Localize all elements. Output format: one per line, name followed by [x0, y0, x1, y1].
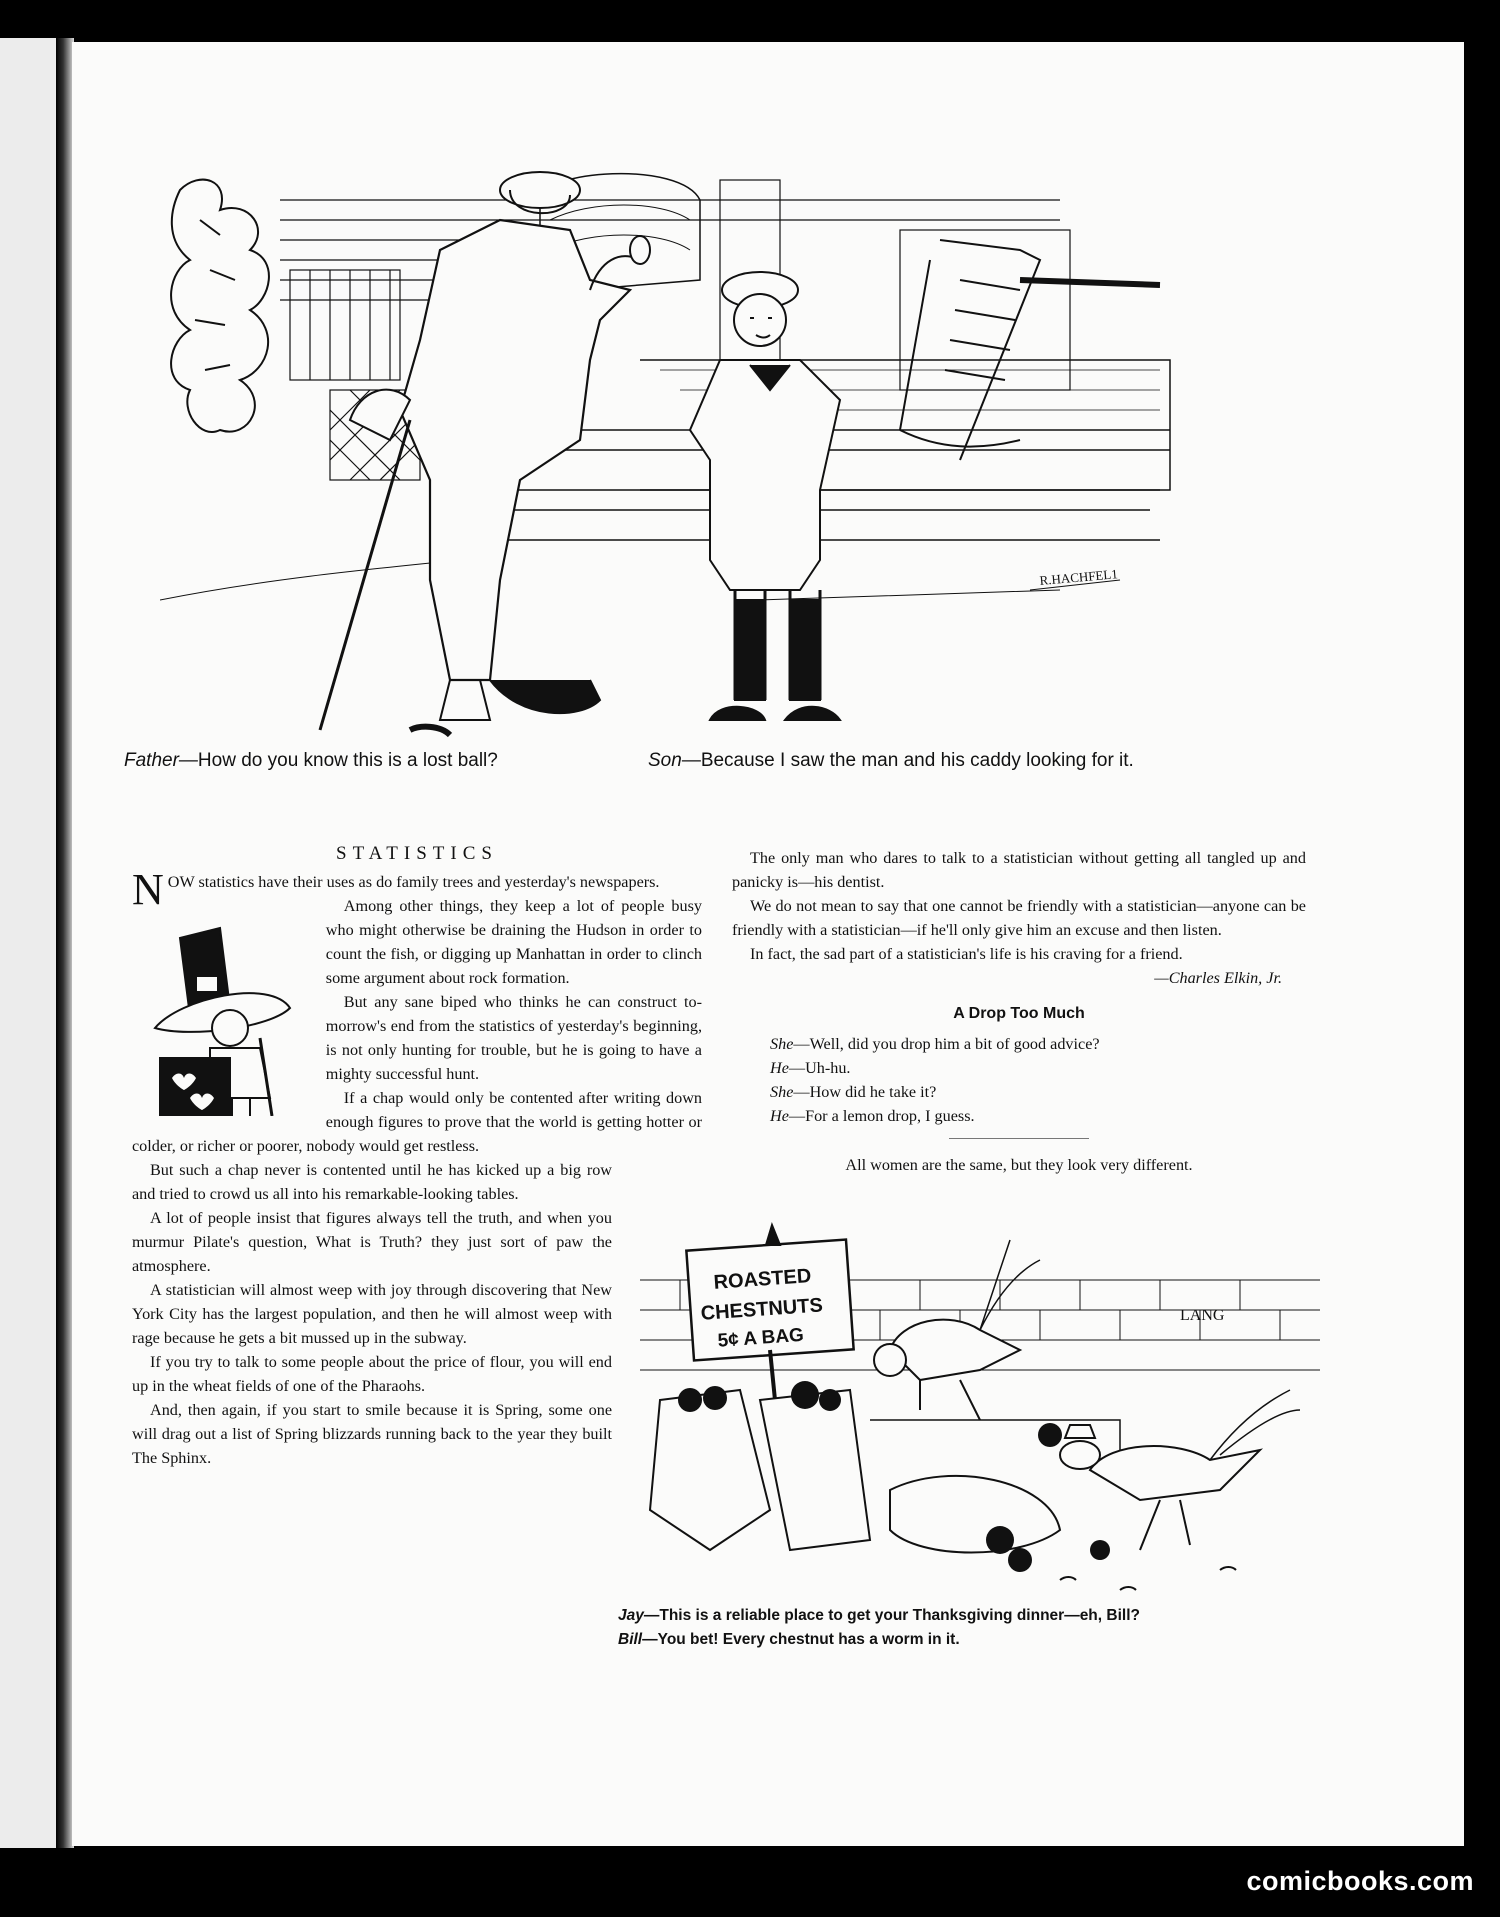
son-text: —Because I saw the man and his caddy looking for it. — [681, 750, 1134, 771]
father-line — [124, 750, 498, 772]
joke-speaker: He — [770, 1059, 789, 1077]
jay-line — [618, 1604, 1140, 1628]
paragraph-9: And, then again, if you start to smile because it is Spring, some one will drag out a list of Spring blizzards running back to the year they built The Sphinx. — [132, 1401, 612, 1467]
paragraph-4: If a chap would only be contented after writing down enough figures to prove that the world is getting hotter or colder, or richer or poorer, nobody would get restless. — [132, 1089, 702, 1155]
son-line — [648, 750, 1134, 772]
paragraph-6: A lot of people insist that figures always tell the truth, and when you murmur Pilate's question, What is Truth? they just sort of paw the atmosphere. — [132, 1209, 612, 1275]
father-text: —How do you know this is a lost ball? — [178, 750, 498, 771]
facing-page-edge — [0, 38, 60, 1848]
golf-ball-cartoon — [160, 160, 1270, 800]
paragraph-12: In fact, the sad part of a statistician's life is his craving for a friend. — [750, 945, 1183, 963]
chestnut-cartoon — [620, 1210, 1320, 1600]
statistics-article-left-column — [132, 842, 702, 1470]
sign-line-1: ROASTED — [712, 1265, 812, 1294]
joke-line — [732, 1080, 1306, 1104]
article-title: STATISTICS — [336, 843, 498, 864]
joke-title: A Drop Too Much — [953, 1005, 1085, 1022]
watermark: comicbooks.com — [1246, 1866, 1474, 1896]
artist-signature: LANG — [1180, 1307, 1225, 1324]
bill-line — [618, 1628, 1140, 1652]
paragraph-11: We do not mean to say that one cannot be friendly with a statistician—anyone can be friendly with a statistician—if he'll only give him an excuse and then listen. — [732, 897, 1306, 939]
paragraph-2: Among other things, they keep a lot of people busy who might otherwise be draining the Hudson in order to count the fish, or digging up Manhattan in order to clinch some argument about rock formation. — [325, 897, 702, 987]
divider — [949, 1138, 1089, 1139]
father-speaker: Father — [124, 750, 179, 771]
bill-text: —You bet! Every chestnut has a worm in it. — [642, 1631, 960, 1648]
svg-text:R.HACHFEL1: R.HACHFEL1 — [1038, 566, 1119, 588]
article-author: —Charles Elkin, Jr. — [1154, 969, 1282, 987]
paragraph-5: But such a chap never is contented until he has kicked up a big row and tried to crowd us all into his remarkable-looking tables. — [132, 1161, 612, 1203]
jay-speaker: Jay — [618, 1607, 644, 1624]
paragraph-3: But any sane biped who thinks he can construct to-morrow's end from the statistics of yesterday's beginning, is not only hunting for trouble, but he is going to have a mighty successful hunt. — [325, 993, 702, 1083]
paragraph-1: OW statistics have their uses as do family trees and yesterday's newspapers. — [167, 873, 660, 891]
jay-text: —This is a reliable place to get your Thanksgiving dinner—eh, Bill? — [643, 1607, 1140, 1624]
paragraph-7: A statistician will almost weep with joy through discovering that New York City has the largest population, and then he will almost weep with rage because he gets a bit mussed up in the subway. — [132, 1281, 612, 1347]
joke-text: —Uh-hu. — [788, 1059, 851, 1077]
bottom-cartoon-caption — [618, 1604, 1140, 1652]
bill-speaker: Bill — [618, 1631, 643, 1648]
sign-line-3: 5¢ A BAG — [717, 1324, 805, 1352]
joke-line — [732, 1104, 1306, 1128]
joke-text: —How did he take it? — [793, 1083, 937, 1101]
paragraph-10: The only man who dares to talk to a statistician without getting all tangled up and panicky is—his dentist. — [732, 849, 1306, 891]
joke-text: —For a lemon drop, I guess. — [788, 1107, 975, 1125]
pilgrim-illustration — [150, 898, 312, 1116]
sign-line-2: CHESTNUTS — [700, 1294, 824, 1325]
joke-line — [732, 1056, 1306, 1080]
joke-text: —Well, did you drop him a bit of good advice? — [793, 1035, 1100, 1053]
paragraph-8: If you try to talk to some people about the price of flour, you will end up in the wheat fields of one of the Pharaohs. — [132, 1353, 612, 1395]
joke-speaker: She — [770, 1035, 794, 1053]
joke-speaker: She — [770, 1083, 794, 1101]
drop-cap: N — [132, 865, 164, 914]
joke-line — [732, 1032, 1306, 1056]
statistics-article-right-column — [732, 846, 1306, 1177]
joke-speaker: He — [770, 1107, 789, 1125]
son-speaker: Son — [648, 750, 682, 771]
quip: All women are the same, but they look very different. — [845, 1156, 1193, 1174]
